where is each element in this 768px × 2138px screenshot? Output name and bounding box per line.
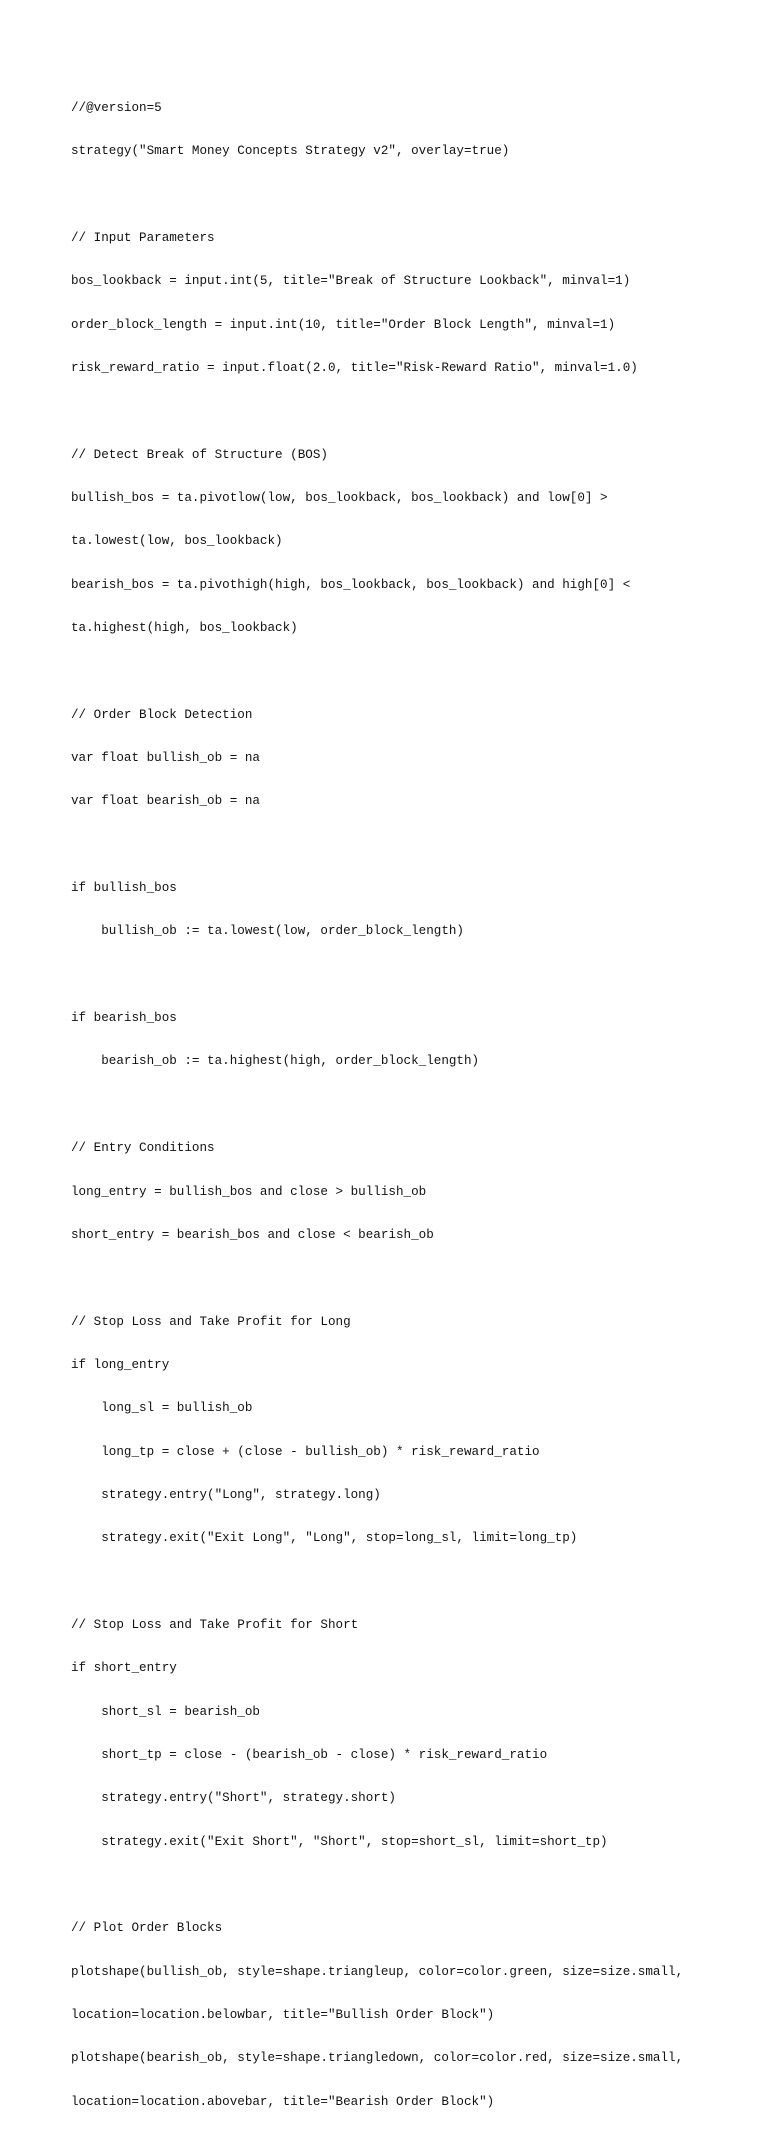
code-line: strategy.exit("Exit Long", "Long", stop=long_sl, limit=long_tp) — [71, 1531, 578, 1546]
code-line: if bearish_bos — [71, 1011, 177, 1026]
code-line — [71, 1878, 751, 1892]
code-line — [71, 188, 751, 202]
code-line: // Stop Loss and Take Profit for Long — [71, 1314, 351, 1329]
code-line: long_sl = bullish_ob — [71, 1401, 253, 1416]
code-block — [71, 72, 751, 2138]
code-line: //@version=5 — [71, 100, 162, 115]
code-line: if short_entry — [71, 1661, 177, 1676]
code-line: location=location.belowbar, title="Bullish Order Block") — [71, 2008, 495, 2023]
code-line: strategy.entry("Long", strategy.long) — [71, 1487, 381, 1502]
code-line — [71, 968, 751, 982]
code-line: bearish_bos = ta.pivothigh(high, bos_lookback, bos_lookback) and high[0] < — [71, 577, 631, 592]
code-line: bullish_bos = ta.pivotlow(low, bos_lookback, bos_lookback) and low[0] > — [71, 491, 608, 505]
code-line — [71, 664, 751, 678]
code-line: if bullish_bos — [71, 881, 177, 896]
code-line: strategy("Smart Money Concepts Strategy v2", overlay=true) — [71, 144, 510, 159]
code-line: var float bearish_ob = na — [71, 794, 260, 809]
code-line: bearish_ob := ta.highest(high, order_block_length) — [71, 1054, 480, 1069]
code-line: short_entry = bearish_bos and close < bearish_ob — [71, 1227, 434, 1242]
code-line: long_tp = close + (close - bullish_ob) * risk_reward_ratio — [71, 1444, 540, 1459]
code-line: // Stop Loss and Take Profit for Short — [71, 1617, 359, 1632]
code-line — [71, 1575, 751, 1589]
code-line: short_sl = bearish_ob — [71, 1704, 260, 1719]
code-line: strategy.entry("Short", strategy.short) — [71, 1791, 396, 1806]
code-line: // Input Parameters — [71, 230, 215, 245]
code-line — [71, 404, 751, 418]
code-line: strategy.exit("Exit Short", "Short", stop=short_sl, limit=short_tp) — [71, 1834, 608, 1849]
code-line: // Order Block Detection — [71, 707, 253, 722]
code-line: plotshape(bullish_ob, style=shape.triangleup, color=color.green, size=size.small, — [71, 1964, 684, 1979]
code-line — [71, 838, 751, 852]
code-line: order_block_length = input.int(10, title="Order Block Length", minval=1) — [71, 317, 616, 332]
code-line — [71, 1098, 751, 1112]
code-line: long_entry = bullish_bos and close > bullish_ob — [71, 1184, 427, 1199]
code-line: if long_entry — [71, 1357, 170, 1372]
code-line: ta.lowest(low, bos_lookback) — [71, 534, 283, 549]
code-line: short_tp = close - (bearish_ob - close) * risk_reward_ratio — [71, 1747, 548, 1762]
code-line: bos_lookback = input.int(5, title="Break of Structure Lookback", minval=1) — [71, 274, 631, 289]
code-line: // Detect Break of Structure (BOS) — [71, 447, 328, 462]
code-line: plotshape(bearish_ob, style=shape.triangledown, color=color.red, size=size.small, — [71, 2051, 684, 2066]
code-line — [71, 1271, 751, 1285]
code-line: risk_reward_ratio = input.float(2.0, title="Risk-Reward Ratio", minval=1.0) — [71, 360, 638, 375]
code-line: var float bullish_ob = na — [71, 751, 260, 766]
code-line: location=location.abovebar, title="Bearish Order Block") — [71, 2094, 495, 2109]
code-line: bullish_ob := ta.lowest(low, order_block_length) — [71, 924, 464, 939]
code-line: // Plot Order Blocks — [71, 1921, 223, 1936]
code-line: // Entry Conditions — [71, 1141, 215, 1156]
code-line: ta.highest(high, bos_lookback) — [71, 621, 298, 636]
